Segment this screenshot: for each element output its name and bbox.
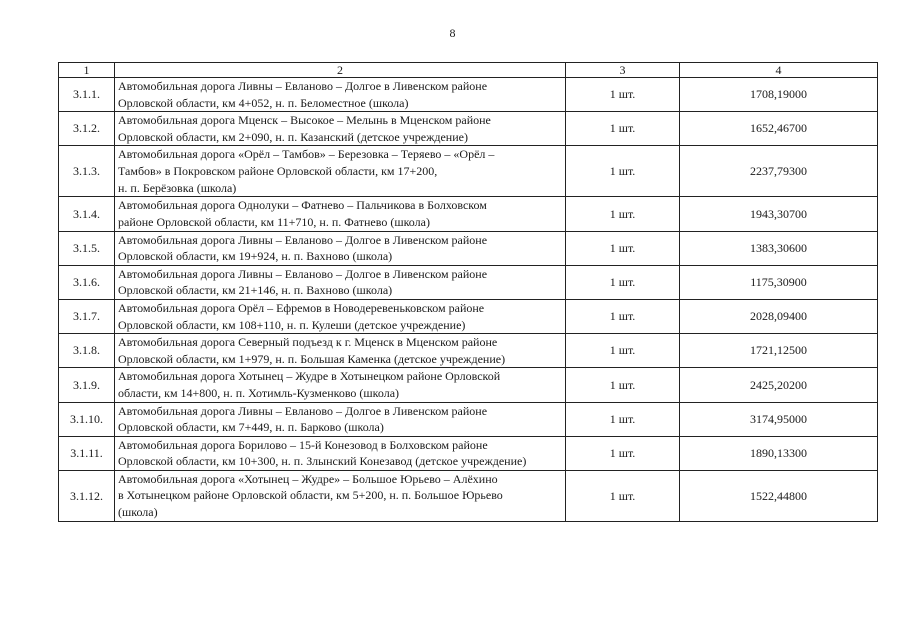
description-line: Орловской области, км 108+110, н. п. Кулеши (детское учреждение) [118, 317, 466, 332]
table-row [59, 436, 878, 470]
description-line: Орловской области, км 7+449, н. п. Барково (школа) [118, 420, 384, 435]
document-table [58, 62, 878, 522]
row-number: 3.1.1. [59, 78, 115, 112]
description-line: Автомобильная дорога Мценск – Высокое – Мелынь в Мценском районе [118, 113, 491, 128]
amount: 2425,20200 [680, 368, 878, 402]
road-description [115, 470, 566, 521]
table-row [59, 402, 878, 436]
row-number: 3.1.3. [59, 146, 115, 197]
road-description [115, 112, 566, 146]
description-line: Автомобильная дорога Северный подъезд к г. Мценск в Мценском районе [118, 335, 498, 350]
description-line: районе Орловской области, км 11+710, н. п. Фатнево (школа) [118, 214, 430, 229]
amount: 2237,79300 [680, 146, 878, 197]
description-line: Орловской области, км 2+090, н. п. Казанский (детское учреждение) [118, 129, 468, 144]
description-line: Автомобильная дорога Ливны – Евланово – Долгое в Ливенском районе [118, 79, 488, 93]
row-number: 3.1.6. [59, 265, 115, 299]
amount: 3174,95000 [680, 402, 878, 436]
road-description [115, 197, 566, 231]
page-number: 8 [449, 26, 456, 40]
quantity: 1 шт. [566, 197, 680, 231]
road-description [115, 436, 566, 470]
amount: 1652,46700 [680, 112, 878, 146]
road-description [115, 402, 566, 436]
description-line: области, км 14+800, н. п. Хотимль-Кузменково (школа) [118, 385, 400, 400]
row-number: 3.1.4. [59, 197, 115, 231]
table-row [59, 368, 878, 402]
description-line: Орловской области, км 21+146, н. п. Вахново (школа) [118, 283, 393, 298]
road-description [115, 231, 566, 265]
row-number: 3.1.5. [59, 231, 115, 265]
description-line: Автомобильная дорога Борилово – 15-й Конезовод в Болховском районе [118, 437, 488, 452]
road-description [115, 146, 566, 197]
road-description [115, 334, 566, 368]
road-description [115, 299, 566, 333]
amount: 1943,30700 [680, 197, 878, 231]
table-header-row [59, 63, 878, 78]
amount: 1721,12500 [680, 334, 878, 368]
amount: 1383,30600 [680, 231, 878, 265]
description-line: н. п. Берёзовка (школа) [118, 180, 237, 195]
quantity: 1 шт. [566, 368, 680, 402]
column-header: 1 [59, 63, 115, 78]
description-line: Автомобильная дорога Ливны – Евланово – Долгое в Ливенском районе [118, 266, 488, 281]
quantity: 1 шт. [566, 112, 680, 146]
quantity: 1 шт. [566, 265, 680, 299]
description-line: Орловской области, км 4+052, н. п. Беломестное (школа) [118, 95, 409, 110]
quantity: 1 шт. [566, 402, 680, 436]
table-row [59, 334, 878, 368]
table-row [59, 112, 878, 146]
row-number: 3.1.9. [59, 368, 115, 402]
quantity: 1 шт. [566, 231, 680, 265]
description-line: Автомобильная дорога Хотынец – Жудре в Хотынецком районе Орловской [118, 369, 501, 384]
amount: 1890,13300 [680, 436, 878, 470]
quantity: 1 шт. [566, 470, 680, 521]
description-line: (школа) [118, 505, 158, 520]
road-description [115, 265, 566, 299]
amount: 1522,44800 [680, 470, 878, 521]
row-number: 3.1.11. [59, 436, 115, 470]
row-number: 3.1.7. [59, 299, 115, 333]
table-row [59, 299, 878, 333]
road-description [115, 368, 566, 402]
description-line: в Хотынецком районе Орловской области, км 5+200, н. п. Большое Юрьево [118, 488, 503, 503]
column-header: 2 [115, 63, 566, 78]
column-header: 3 [566, 63, 680, 78]
description-line: Автомобильная дорога Однолуки – Фатнево – Пальчикова в Болховском [118, 198, 487, 213]
description-line: Автомобильная дорога Ливны – Евланово – Долгое в Ливенском районе [118, 403, 488, 418]
road-description [115, 78, 566, 112]
quantity: 1 шт. [566, 299, 680, 333]
description-line: Автомобильная дорога Орёл – Ефремов в Новодеревеньковском районе [118, 300, 485, 315]
table-row [59, 78, 878, 112]
description-line: Орловской области, км 10+300, н. п. Злынский Конезавод (детское учреждение) [118, 454, 527, 469]
quantity: 1 шт. [566, 436, 680, 470]
description-line: Автомобильная дорога «Орёл – Тамбов» – Березовка – Теряево – «Орёл – [118, 147, 495, 162]
quantity: 1 шт. [566, 146, 680, 197]
table-row [59, 231, 878, 265]
row-number: 3.1.12. [59, 470, 115, 521]
table-row [59, 470, 878, 521]
row-number: 3.1.10. [59, 402, 115, 436]
quantity: 1 шт. [566, 78, 680, 112]
quantity: 1 шт. [566, 334, 680, 368]
row-number: 3.1.8. [59, 334, 115, 368]
description-line: Автомобильная дорога Ливны – Евланово – Долгое в Ливенском районе [118, 232, 488, 247]
row-number: 3.1.2. [59, 112, 115, 146]
table-row [59, 265, 878, 299]
amount: 2028,09400 [680, 299, 878, 333]
column-header: 4 [680, 63, 878, 78]
table-row [59, 146, 878, 197]
table-row [59, 197, 878, 231]
description-line: Автомобильная дорога «Хотынец – Жудре» – Большое Юрьево – Алёхино [118, 471, 498, 486]
amount: 1708,19000 [680, 78, 878, 112]
description-line: Орловской области, км 1+979, н. п. Большая Каменка (детское учреждение) [118, 351, 506, 366]
description-line: Тамбов» в Покровском районе Орловской области, км 17+200, [118, 163, 438, 178]
amount: 1175,30900 [680, 265, 878, 299]
description-line: Орловской области, км 19+924, н. п. Вахново (школа) [118, 249, 393, 264]
